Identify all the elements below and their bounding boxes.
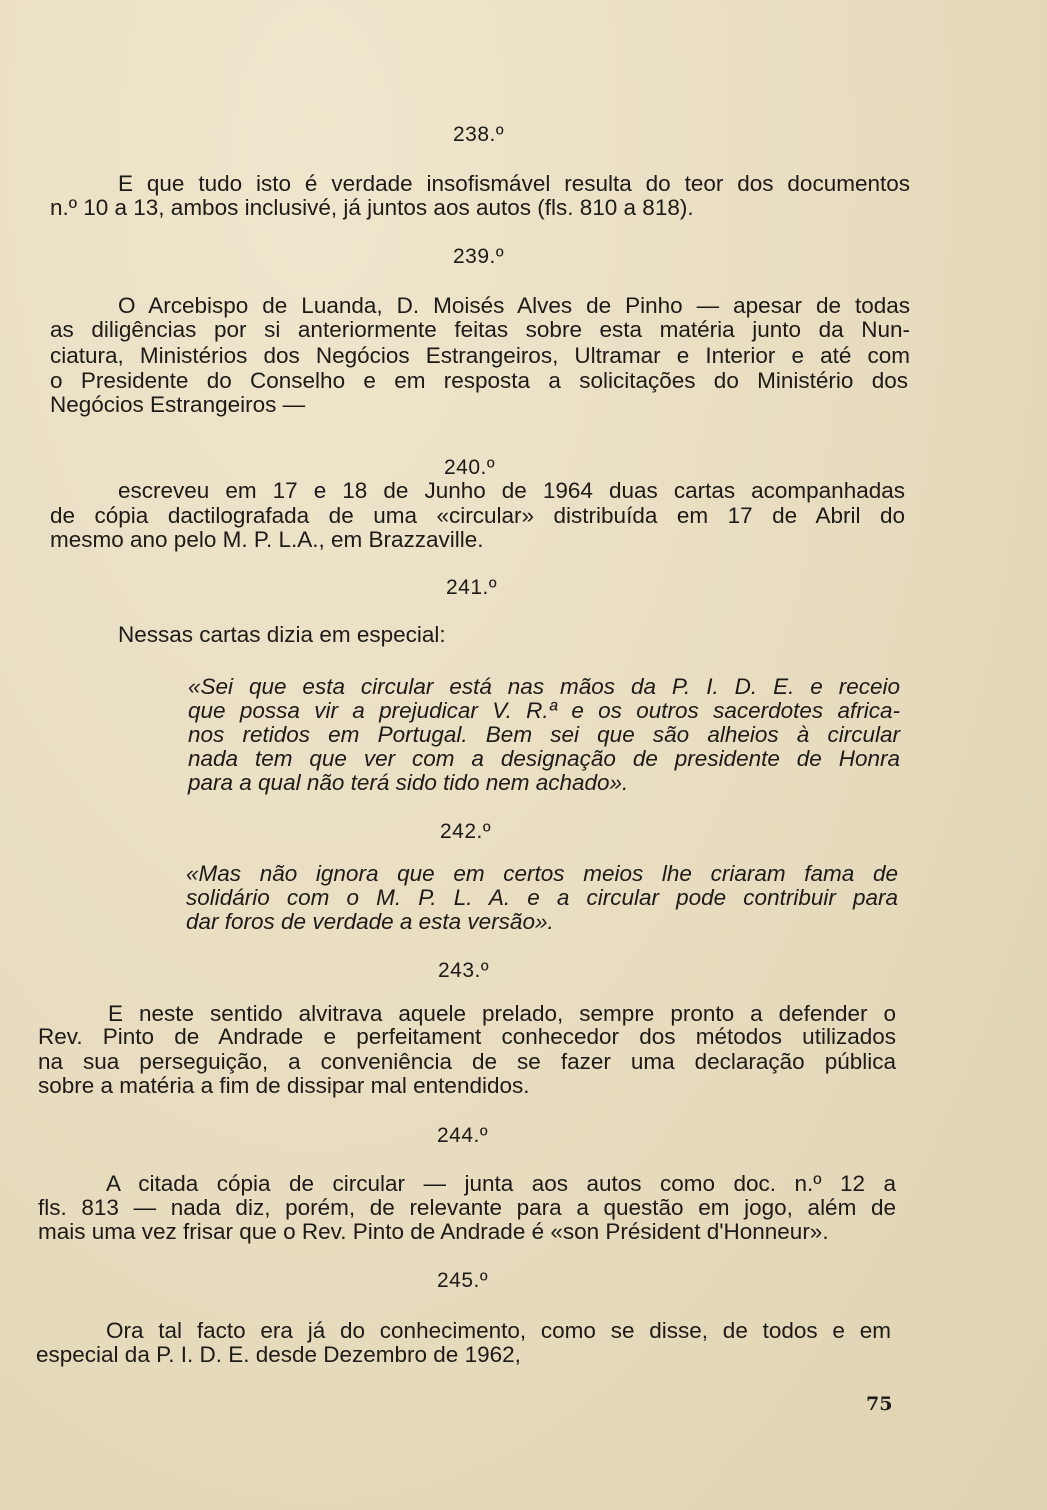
- section-number-243: 243.º: [438, 959, 490, 982]
- text-line: Negócios Estrangeiros —: [50, 392, 306, 417]
- section-number-239: 239.º: [453, 245, 505, 268]
- text-line: especial da P. I. D. E. desde Dezembro de 1962,: [36, 1342, 521, 1367]
- section-number-245: 245.º: [437, 1269, 489, 1292]
- section-number-238: 238.º: [453, 123, 505, 146]
- text-line: escreveu em 17 e 18 de Junho de 1964 duas cartas acompanhadas: [118, 478, 905, 503]
- text-line: fls. 813 — nada diz, porém, de relevante para a questão em jogo, além de: [38, 1195, 896, 1220]
- section-number-244: 244.º: [437, 1124, 489, 1147]
- page-number: 75: [866, 1393, 893, 1415]
- text-line: ciatura, Ministérios dos Negócios Estrangeiros, Ultramar e Interior e até com: [50, 343, 910, 368]
- text-line: Rev. Pinto de Andrade e perfeitament conhecedor dos métodos utilizados: [38, 1024, 896, 1049]
- text-line: O Arcebispo de Luanda, D. Moisés Alves de Pinho — apesar de todas: [118, 293, 910, 318]
- quote-line: nada tem que ver com a designação de presidente de Honra: [188, 746, 900, 771]
- quote-line: «Sei que esta circular está nas mãos da P. I. D. E. e receio: [188, 674, 900, 699]
- quote-line: «Mas não ignora que em certos meios lhe criaram fama de: [186, 861, 898, 886]
- text-line: E que tudo isto é verdade insofismável resulta do teor dos documentos: [118, 171, 910, 196]
- text-line: n.º 10 a 13, ambos inclusivé, já juntos aos autos (fls. 810 a 818).: [50, 195, 694, 220]
- section-number-240: 240.º: [444, 456, 496, 479]
- quote-line: para a qual não terá sido tido nem achado».: [188, 770, 629, 795]
- text-line: Nessas cartas dizia em especial:: [118, 622, 446, 647]
- text-line: sobre a matéria a fim de dissipar mal entendidos.: [38, 1073, 530, 1098]
- text-line: A citada cópia de circular — junta aos autos como doc. n.º 12 a: [106, 1171, 896, 1196]
- text-line: o Presidente do Conselho e em resposta a solicitações do Ministério dos: [50, 368, 908, 393]
- text-line: E neste sentido alvitrava aquele prelado, sempre pronto a defender o: [108, 1001, 896, 1026]
- text-line: mais uma vez frisar que o Rev. Pinto de Andrade é «son Président d'Honneur».: [38, 1219, 829, 1244]
- quote-line: dar foros de verdade a esta versão».: [186, 909, 554, 934]
- quote-line: solidário com o M. P. L. A. e a circular pode contribuir para: [186, 885, 898, 910]
- section-number-242: 242.º: [440, 820, 492, 843]
- section-number-241: 241.º: [446, 576, 498, 599]
- text-line: mesmo ano pelo M. P. L.A., em Brazzaville.: [50, 527, 484, 552]
- text-line: as diligências por si anteriormente feitas sobre esta matéria junto da Nun-: [50, 317, 910, 342]
- text-line: de cópia dactilografada de uma «circular» distribuída em 17 de Abril do: [50, 503, 905, 528]
- text-line: Ora tal facto era já do conhecimento, como se disse, de todos e em: [106, 1318, 891, 1343]
- quote-line: que possa vir a prejudicar V. R.ª e os outros sacerdotes africa-: [188, 698, 900, 723]
- text-line: na sua perseguição, a conveniência de se fazer uma declaração pública: [38, 1049, 896, 1074]
- quote-line: nos retidos em Portugal. Bem sei que são alheios à circular: [188, 722, 900, 747]
